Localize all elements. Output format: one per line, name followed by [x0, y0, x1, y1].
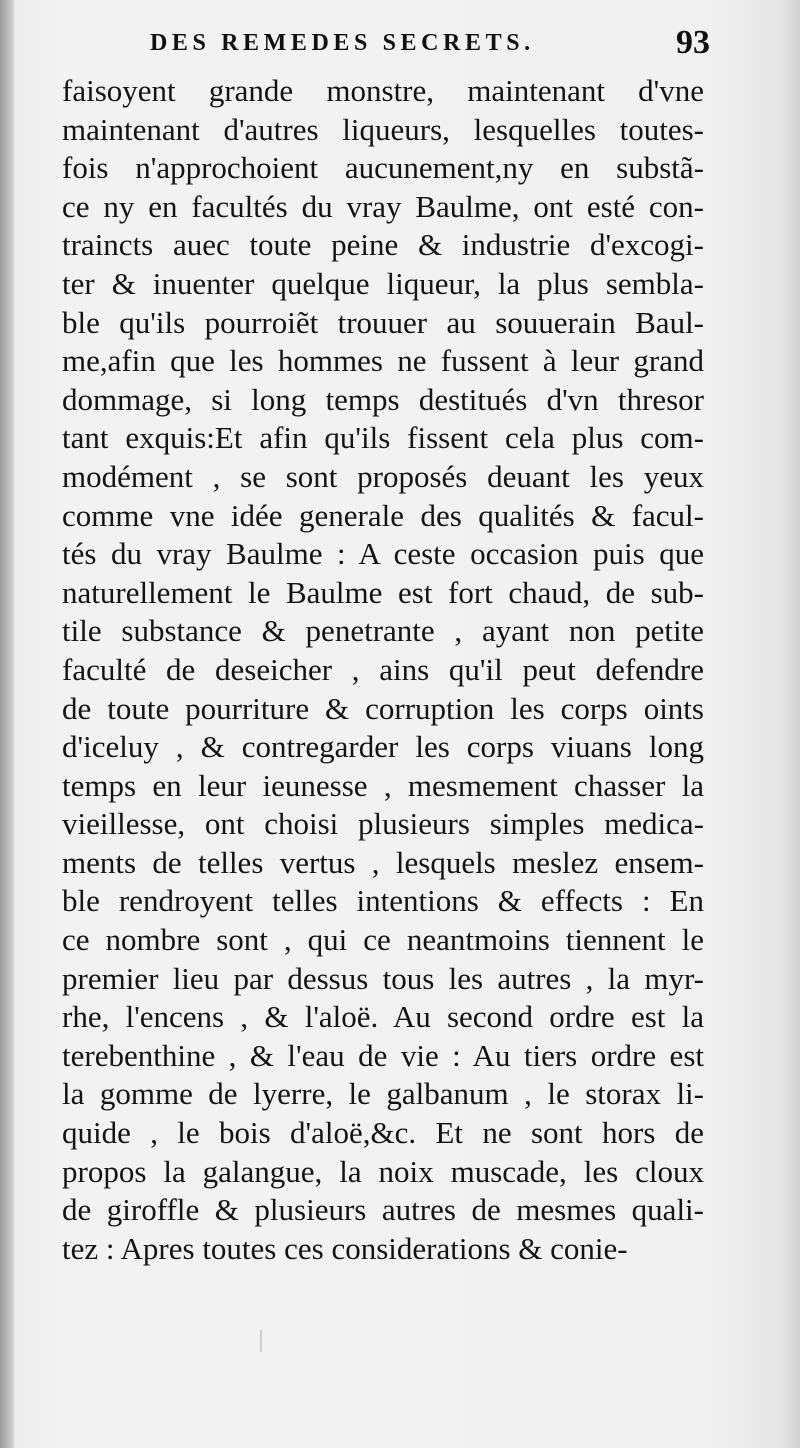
text-line: ce nombre sont , qui ce neantmoins tiennent le: [62, 922, 704, 958]
text-line: faisoyent grande monstre, maintenant d'vne: [62, 73, 704, 108]
text-line: terebenthine , & l'eau de vie : Au tiers ordre est: [62, 1037, 704, 1073]
text-line: ble rendroyent telles intentions & effects : En: [62, 883, 704, 919]
text-line: ce ny en facultés du vray Baulme, ont esté con-: [62, 188, 704, 224]
text-line: vieillesse, ont choisi plusieurs simples medica-: [62, 806, 704, 842]
text-line: comme vne idée generale des qualités & facul-: [62, 497, 704, 533]
text-line: la gomme de lyerre, le galbanum , le storax li-: [62, 1076, 704, 1112]
text-line: tez : Apres toutes ces considerations & conie-: [62, 1230, 628, 1266]
text-line: me,afin que les hommes ne fussent à leur grand: [62, 343, 704, 379]
text-line: maintenant d'autres liqueurs, lesquelles toutes-: [62, 111, 704, 147]
text-line: de giroffle & plusieurs autres de mesmes quali-: [62, 1192, 704, 1228]
body-text: [62, 72, 704, 1268]
text-line: ments de telles vertus , lesquels meslez ensem-: [62, 844, 704, 880]
page-gutter-shadow: [0, 0, 14, 1448]
text-line: tant exquis:Et afin qu'ils fissent cela plus com-: [62, 420, 704, 456]
text-line: fois n'approchoient aucunement,ny en substã-: [62, 150, 704, 186]
text-line: traincts auec toute peine & industrie d'excogi-: [62, 227, 704, 263]
text-line: quide , le bois d'aloë,&c. Et ne sont hors de: [62, 1115, 704, 1151]
running-head: DES REMEDES SECRETS.: [150, 30, 535, 56]
text-line: ter & inuenter quelque liqueur, la plus sembla-: [62, 265, 704, 301]
text-line: tés du vray Baulme : A ceste occasion puis que: [62, 536, 704, 572]
text-line: de toute pourriture & corruption les corps oints: [62, 690, 704, 726]
text-line: d'iceluy , & contregarder les corps viuans long: [62, 729, 704, 765]
text-line: modément , se sont proposés deuant les yeux: [62, 458, 704, 494]
text-line: dommage, si long temps destitués d'vn thresor: [62, 381, 704, 417]
text-line: rhe, l'encens , & l'aloë. Au second ordre est la: [62, 999, 704, 1035]
ink-bleed-mark: [260, 1330, 268, 1352]
text-line: tile substance & penetrante , ayant non petite: [62, 613, 704, 649]
page-number: 93: [676, 24, 710, 61]
text-line: propos la galangue, la noix muscade, les cloux: [62, 1153, 704, 1189]
text-line: temps en leur ieunesse , mesmement chasser la: [62, 767, 704, 803]
text-line: premier lieu par dessus tous les autres , la myr-: [62, 960, 704, 996]
text-line: faculté de deseicher , ains qu'il peut defendre: [62, 651, 704, 687]
text-line: ble qu'ils pourroiẽt trouuer au souuerain Baul-: [62, 304, 704, 340]
page-header: [150, 24, 710, 68]
text-line: naturellement le Baulme est fort chaud, de sub-: [62, 574, 704, 610]
